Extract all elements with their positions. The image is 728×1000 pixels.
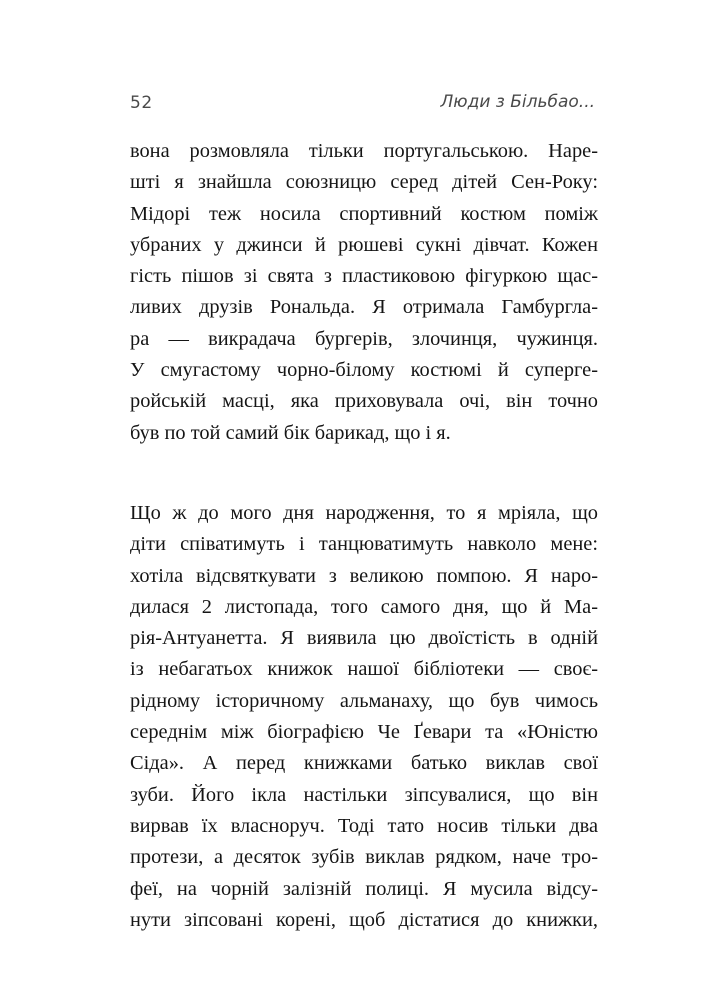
- text-line: хотіла відсвяткувати з великою помпою. Я наро-: [130, 564, 598, 587]
- text-line: діти співатимуть і танцюватимуть навколо мене:: [130, 533, 598, 556]
- paragraph-spacing: [130, 449, 598, 498]
- text-line: убраних у джинси й рюшеві сукні дівчат. Кожен: [130, 233, 598, 256]
- text-line: У смугастому чорно-білому костюмі й суперге-: [130, 359, 598, 382]
- text-line: вона розмовляла тільки португальською. Наре-: [130, 140, 598, 162]
- text-line: протези, а десяток зубів виклав рядком, наче тро-: [130, 846, 598, 869]
- text-line: зуби. Його ікла настільки зіпсувалися, що він: [130, 783, 598, 806]
- body-text: [130, 136, 598, 936]
- text-line: Сіда». А перед книжками батько виклав свої: [130, 752, 598, 775]
- text-line: нути зіпсовані корені, щоб дістатися до книжки,: [130, 908, 598, 931]
- text-line: ройській масці, яка приховувала очі, він точно: [130, 390, 598, 413]
- running-header: Люди з Більбао...: [440, 92, 595, 112]
- text-line: Що ж до мого дня народження, то я мріяла, що: [130, 501, 598, 524]
- text-line: феї, на чорній залізній полиці. Я мусила відсу-: [130, 877, 598, 900]
- text-line: гість пішов зі свята з пластиковою фігуркою щас-: [130, 265, 598, 288]
- paragraph-1: [130, 136, 598, 449]
- text-line: вирвав їх власноруч. Тоді тато носив тільки два: [130, 814, 598, 837]
- page-number: 52: [130, 93, 153, 113]
- text-line: середнім між біографією Че Ґевари та «Юністю: [130, 721, 598, 744]
- text-line: ра — викрадача бургерів, злочинця, чужинця.: [130, 327, 598, 350]
- text-line: був по той самий бік барикад, що і я.: [130, 421, 451, 444]
- text-line: шті я знайшла союзницю серед дітей Сен-Року:: [130, 171, 598, 194]
- text-line: із небагатьох книжок нашої бібліотеки — своє-: [130, 658, 598, 681]
- text-line: дилася 2 листопада, того самого дня, що й Ма-: [130, 595, 598, 618]
- text-line: рідному історичному альманаху, що був чимось: [130, 689, 598, 712]
- text-line: рія-Антуанетта. Я виявила цю двоїстість в одній: [130, 627, 598, 650]
- text-line: ливих друзів Рональда. Я отримала Гамбургла-: [130, 296, 598, 319]
- text-line: Мідорі теж носила спортивний костюм поміж: [130, 202, 598, 225]
- paragraph-2: [130, 498, 598, 936]
